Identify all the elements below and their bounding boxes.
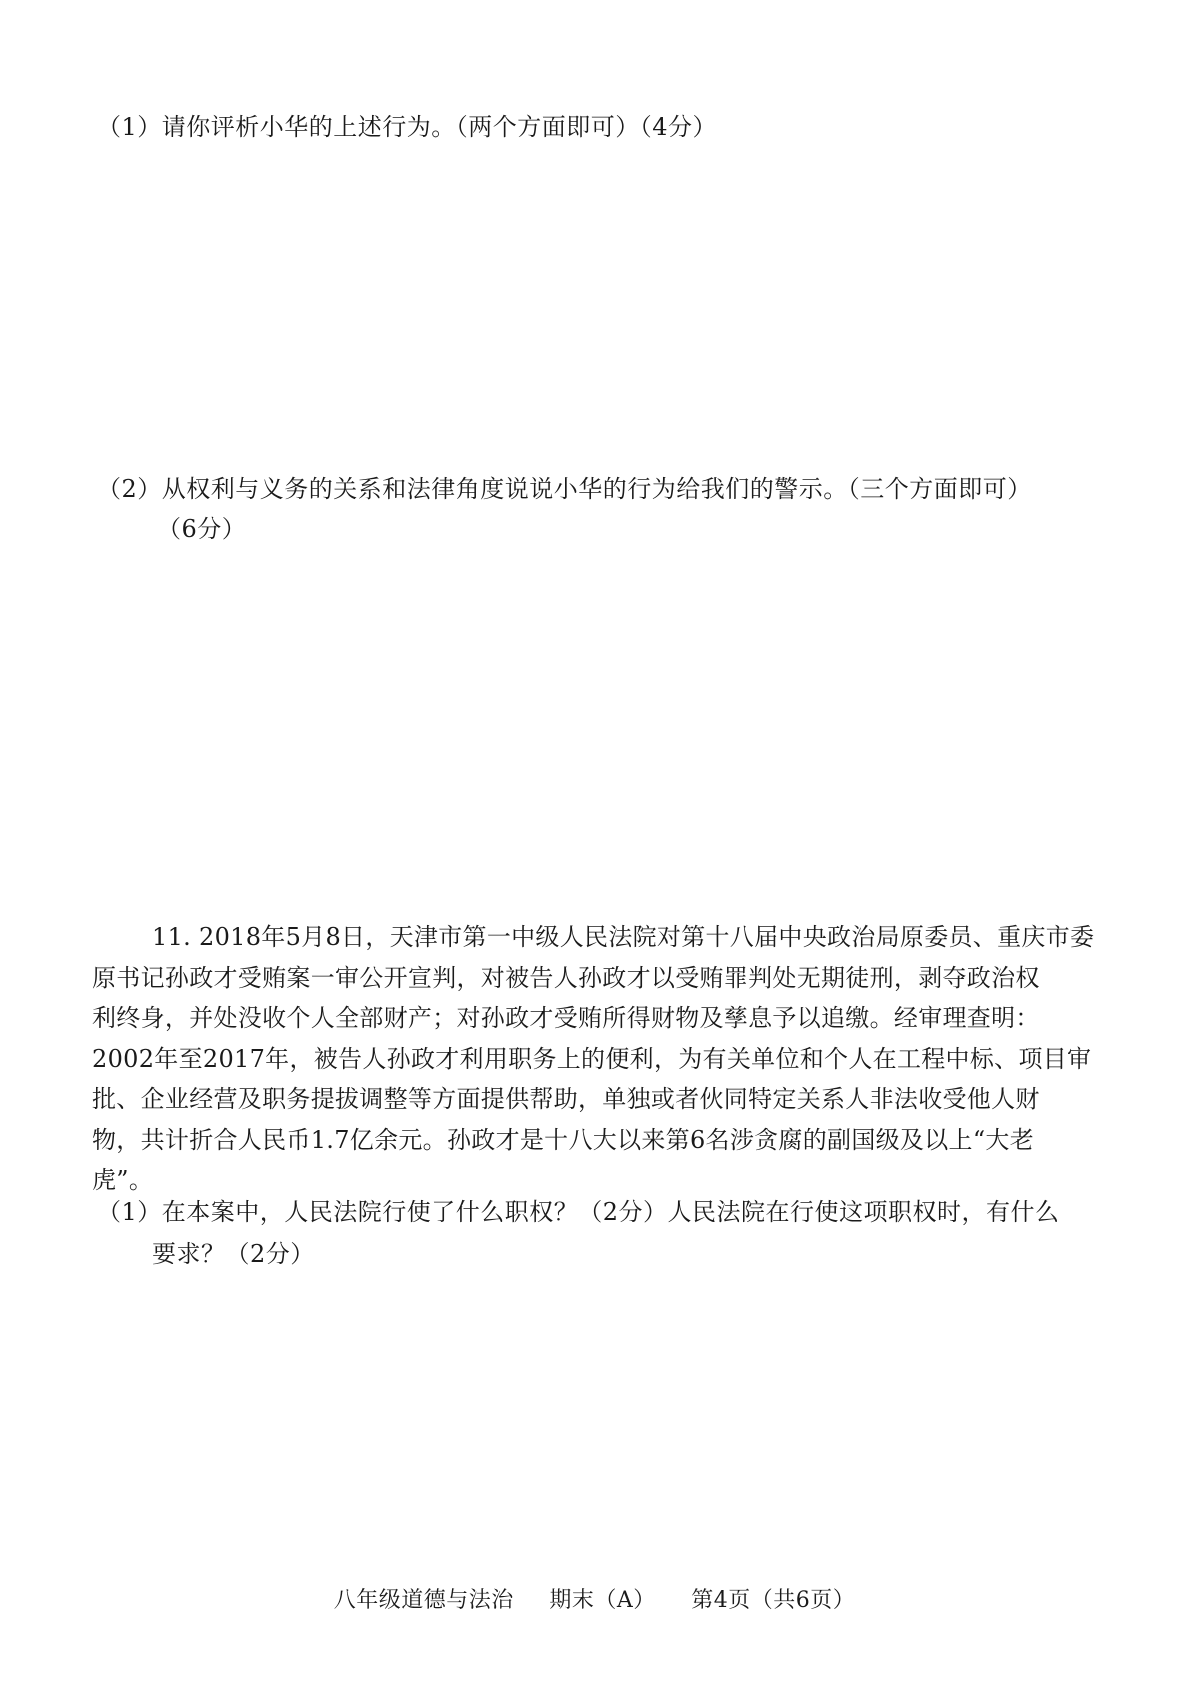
material-line: 原书记孙政才受贿案一审公开宣判，对被告人孙政才以受贿罪判处无期徒刑，剥夺政治权 [92,963,1040,992]
question-11-material [92,917,1097,1201]
material-line: 11. 2018年5月8日，天津市第一中级人民法院对第十八届中央政治局原委员、重庆市委 [152,923,1095,951]
material-line: 利终身，并处没收个人全部财产；对孙政才受贿所得财物及孳息予以追缴。经审理查明： [92,1004,1040,1032]
material-line: 2002年至2017年，被告人孙政才利用职务上的便利，为有关单位和个人在工程中标、项目审 [92,1044,1092,1073]
question-10-1: （1）请你评析小华的上述行为。（两个方面即可）（4分） [97,113,718,141]
question-11-1-line1: （1）在本案中，人民法院行使了什么职权？（2分）人民法院在行使这项职权时，有什么 [97,1198,1060,1226]
material-line: 物，共计折合人民币1.7亿余元。孙政才是十八大以来第6名涉贪腐的副国级及以上“大老 [92,1125,1035,1154]
page-footer [0,1585,1189,1617]
material-line: 批、企业经营及职务提拔调整等方面提供帮助，单独或者伙同特定关系人非法收受他人财 [92,1085,1040,1113]
question-10-2-line1: （2）从权利与义务的关系和法律角度说说小华的行为给我们的警示。（三个方面即可） [97,475,1032,503]
question-10-2-line2: （6分） [157,515,247,543]
footer-page-number: 第4页（共6页） [691,1588,856,1613]
question-11-1-line2: 要求？（2分） [152,1240,315,1268]
material-line: 虎”。 [92,1166,154,1194]
footer-exam: 期末（A） [549,1588,656,1613]
footer-subject: 八年级道德与法治 [333,1588,514,1613]
